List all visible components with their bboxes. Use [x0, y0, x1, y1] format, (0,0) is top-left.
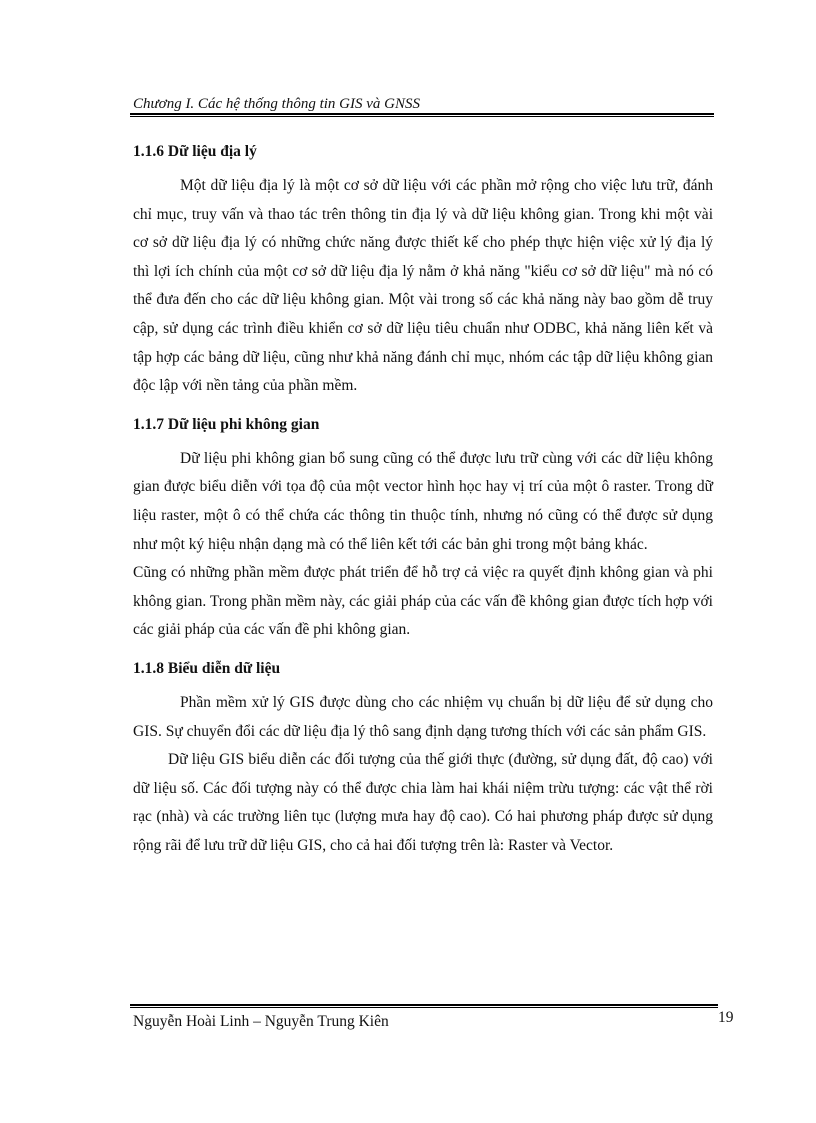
paragraph: Một dữ liệu địa lý là một cơ sở dữ liệu với các phần mở rộng cho việc lưu trữ, đánh chỉ mục, truy vấn và thao tác trên thông tin địa lý và dữ liệu không gian. Trong khi một vài cơ sở dữ liệu địa lý có những chức năng được thiết kế cho phép thực hiện việc xử lý địa lý thì lợi ích chính của một cơ sở dữ liệu địa lý nằm ở khả năng "kiểu cơ sở dữ liệu" mà nó có thể đưa đến cho các dữ liệu không gian. Một vài trong số các khả năng này bao gồm dễ truy cập, sử dụng các trình điều khiển cơ sở dữ liệu tiêu chuẩn như ODBC, khả năng liên kết và tập hợp các bảng dữ liệu, cũng như khả năng đánh chỉ mục, nhóm các tập dữ liệu không gian độc lập với nền tảng của phần mềm. — [133, 177, 713, 395]
header-rule — [130, 113, 714, 117]
running-header: Chương I. Các hệ thống thông tin GIS và GNSS — [133, 96, 420, 112]
section-heading-1-1-7: 1.1.7 Dữ liệu phi không gian — [133, 415, 320, 433]
section-heading-1-1-6: 1.1.6 Dữ liệu địa lý — [133, 143, 257, 160]
page-content — [133, 138, 713, 860]
paragraph: Cũng có những phần mềm được phát triển để hỗ trợ cả việc ra quyết định không gian và phi không gian. Trong phần mềm này, các giải pháp của các vấn đề không gian được tích hợp với các giải pháp của các vấn đề phi không gian. — [133, 564, 713, 639]
footer-authors: Nguyễn Hoài Linh – Nguyễn Trung Kiên — [133, 1013, 389, 1030]
paragraph: Dữ liệu GIS biểu diễn các đối tượng của thế giới thực (đường, sử dụng đất, độ cao) với dữ liệu số. Các đối tượng này có thể được chia làm hai khái niệm trừu tượng: các vật thể rời rạc (nhà) và các trường liên tục (lượng mưa hay độ cao). Có hai phương pháp được sử dụng rộng rãi để lưu trữ dữ liệu GIS, cho cả hai đối tượng trên là: Raster và Vector. — [133, 751, 713, 854]
paragraph: Phần mềm xử lý GIS được dùng cho các nhiệm vụ chuẩn bị dữ liệu để sử dụng cho GIS. Sự chuyển đổi các dữ liệu địa lý thô sang định dạng tương thích với các sản phẩm GIS. — [133, 693, 713, 740]
section-heading-1-1-8: 1.1.8 Biểu diễn dữ liệu — [133, 659, 281, 677]
page-number: 19 — [718, 1009, 734, 1026]
footer-rule — [130, 1004, 718, 1008]
paragraph: Dữ liệu phi không gian bổ sung cũng có thể được lưu trữ cùng với các dữ liệu không gian được biểu diễn với tọa độ của một vector hình học hay vị trí của một ô raster. Trong dữ liệu raster, một ô có thể chứa các thông tin thuộc tính, nhưng nó cũng có thể được sử dụng như một ký hiệu nhận dạng mà có thể liên kết tới các bản ghi trong một bảng khác. — [133, 449, 713, 553]
